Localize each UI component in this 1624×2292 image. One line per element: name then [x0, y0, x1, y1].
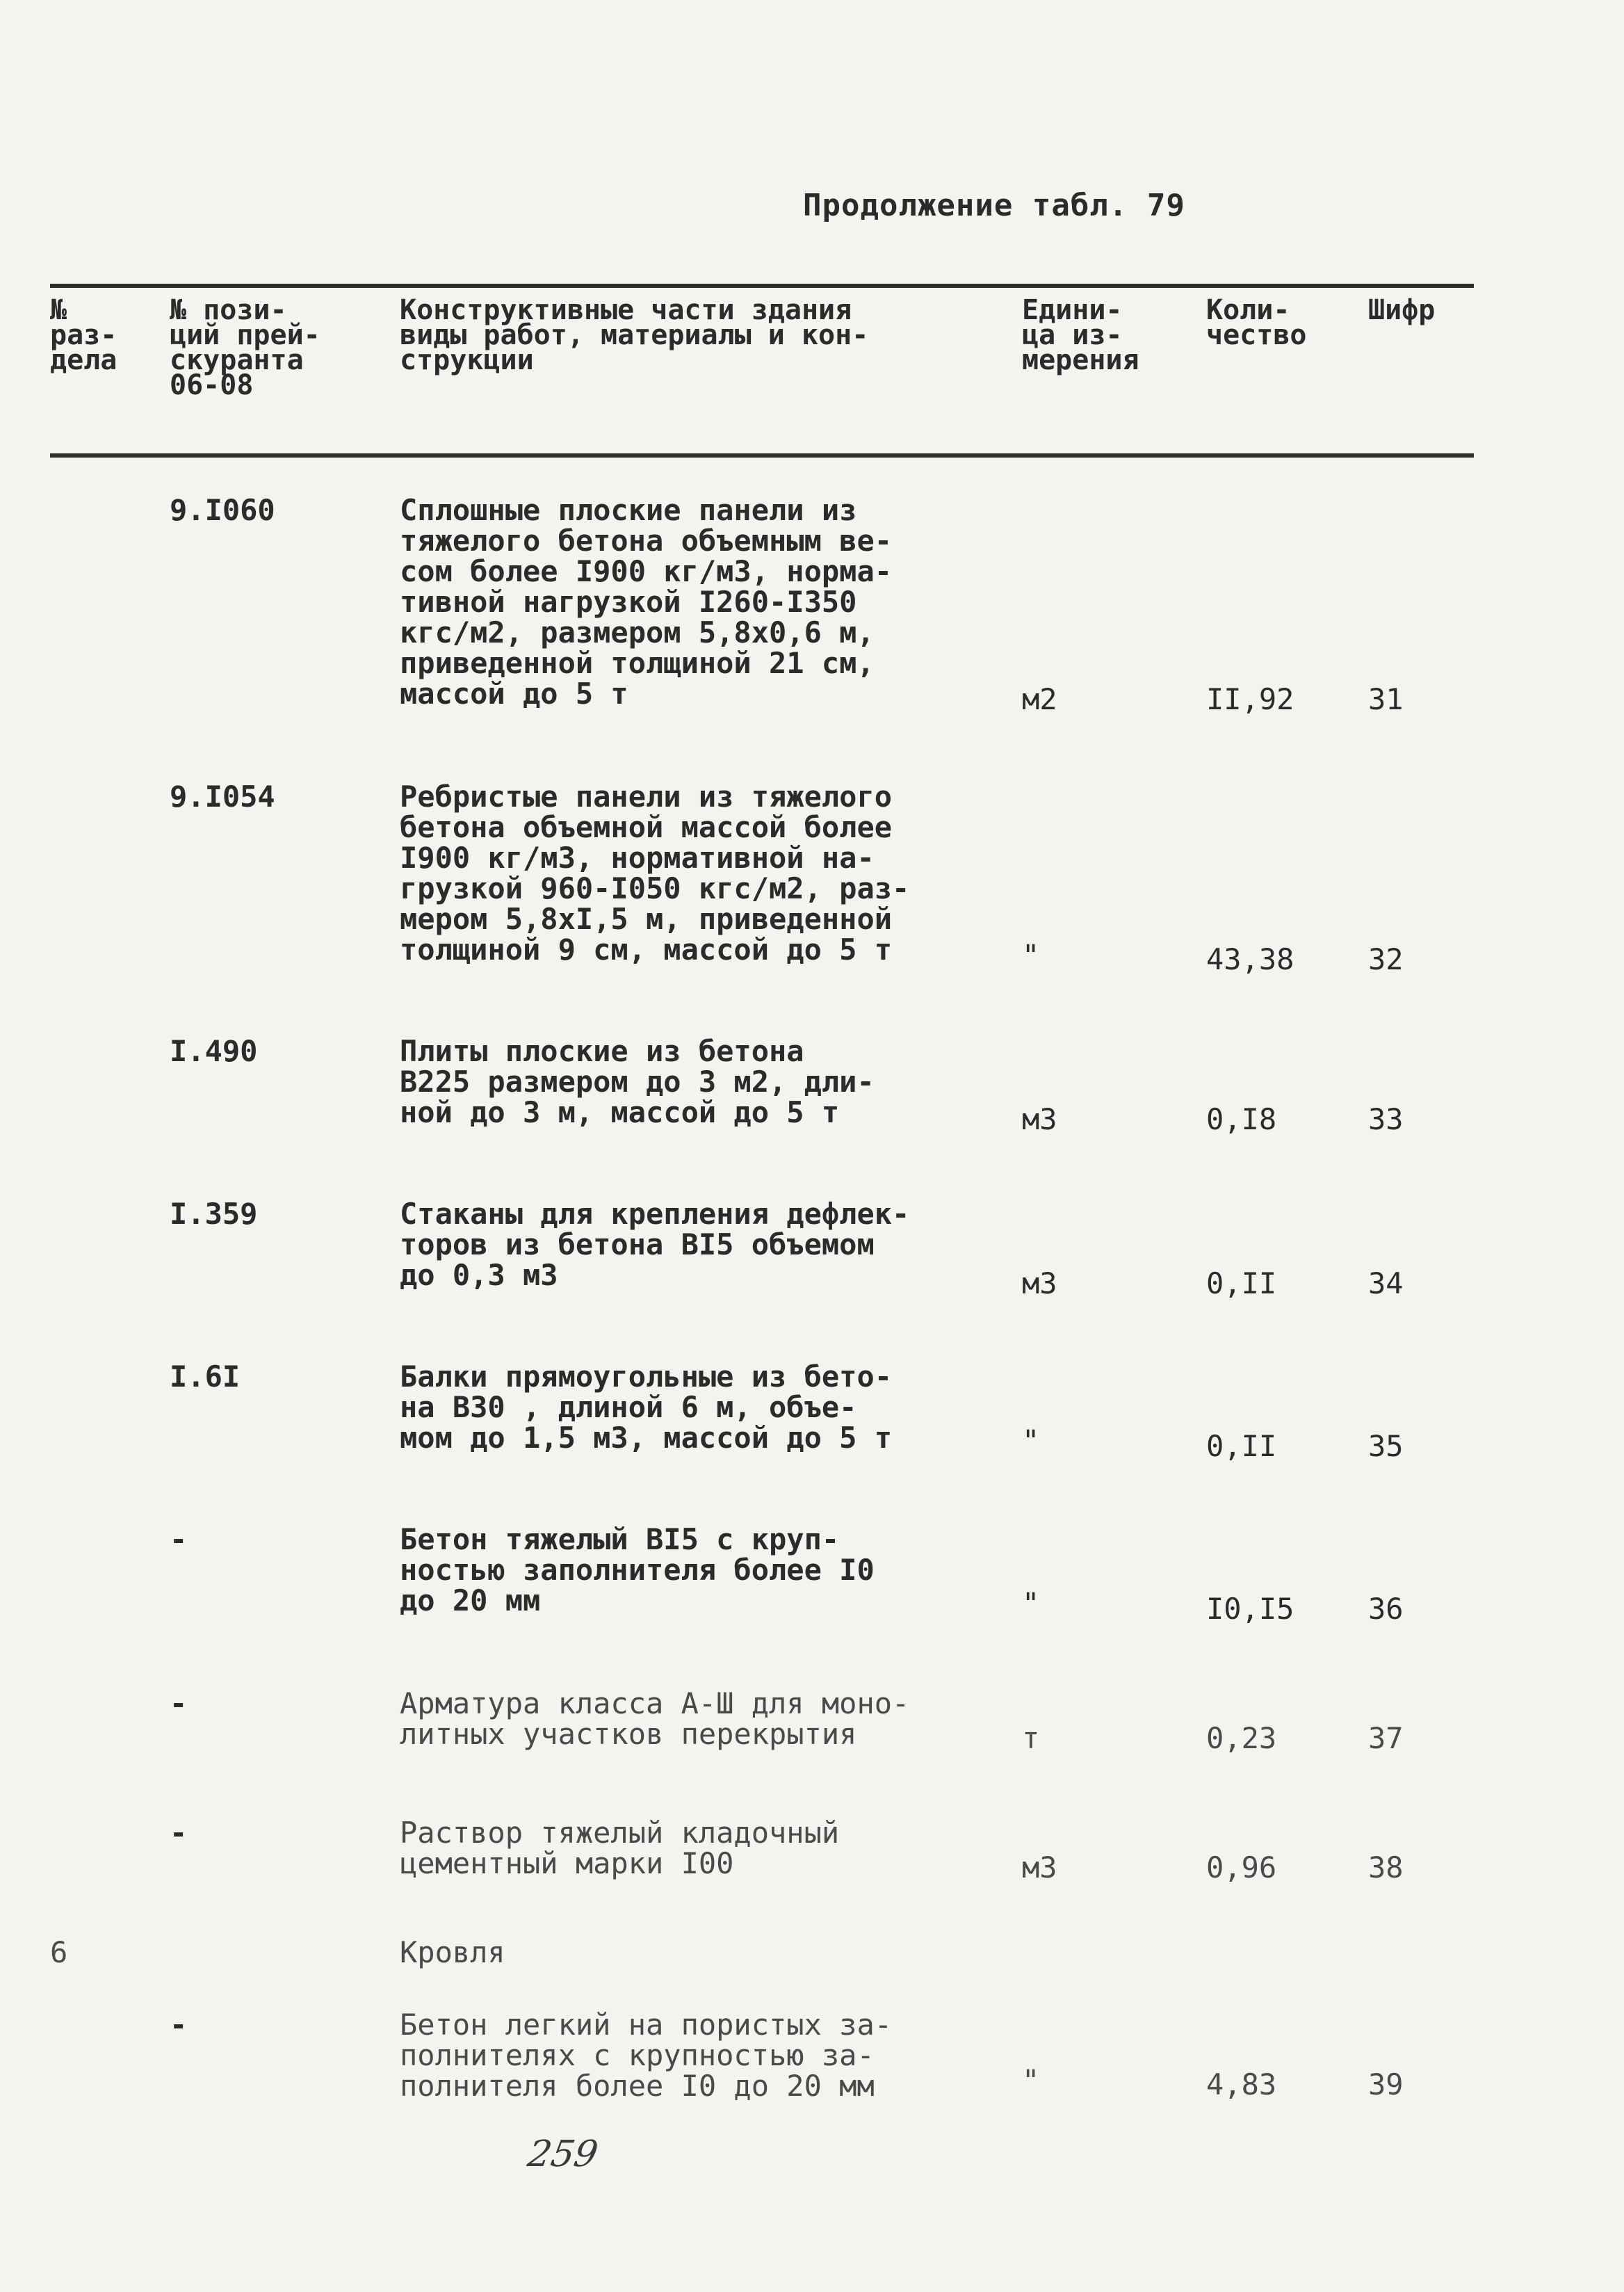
quantity-cell: 0,23	[1206, 1721, 1277, 1755]
position-cell: -	[170, 2008, 188, 2042]
quantity-cell: 0,II	[1206, 1429, 1277, 1463]
position-cell: -	[170, 1816, 188, 1850]
column-header-unit: Едини- ца из- мерения	[1022, 294, 1139, 376]
column-header-division: № раз- дела	[50, 294, 117, 376]
unit-cell: м3	[1022, 1850, 1057, 1885]
unit-cell: "	[1022, 2063, 1040, 2097]
code-cell: 32	[1368, 942, 1404, 976]
position-cell: 9.I054	[170, 780, 275, 814]
position-cell: I.490	[170, 1034, 258, 1068]
code-cell: 31	[1368, 682, 1404, 716]
column-header-name: Конструктивные части здания виды работ, материалы и кон- струкции	[400, 294, 869, 376]
quantity-cell: 0,II	[1206, 1266, 1277, 1300]
unit-cell: м2	[1022, 682, 1057, 716]
table-heading: Продолжение табл. 79	[803, 188, 1185, 223]
code-cell: 35	[1368, 1429, 1404, 1463]
name-cell: Бетон легкий на пористых за- полнителях с крупностью за- полнителя более I0 до 20 мм	[400, 2008, 893, 2103]
name-cell: Бетон тяжелый BI5 с круп- ностью заполнителя более I0 до 20 мм	[400, 1522, 875, 1617]
position-cell: -	[170, 1522, 188, 1556]
unit-cell: м3	[1022, 1102, 1057, 1136]
section-row	[0, 1935, 1624, 1969]
unit-cell: "	[1022, 1586, 1040, 1620]
name-cell: Раствор тяжелый кладочный цементный марки I00	[400, 1816, 840, 1880]
position-cell: -	[170, 1686, 188, 1720]
unit-cell: "	[1022, 938, 1040, 972]
position-cell: I.359	[170, 1197, 258, 1231]
code-cell: 36	[1368, 1592, 1404, 1626]
unit-cell: т	[1022, 1721, 1040, 1755]
unit-cell: "	[1022, 1423, 1040, 1458]
unit-cell: м3	[1022, 1266, 1057, 1300]
code-cell: 33	[1368, 1102, 1404, 1136]
quantity-cell: 0,96	[1206, 1850, 1277, 1885]
quantity-cell: 43,38	[1206, 942, 1294, 976]
name-cell: Стаканы для крепления дефлек- торов из бетона BI5 объемом до 0,3 м3	[400, 1197, 910, 1292]
column-header-code: Шифр	[1368, 294, 1436, 326]
column-header-position: № пози- ций прей- скуранта 06-08	[170, 294, 320, 401]
code-cell: 37	[1368, 1721, 1404, 1755]
column-header-quantity: Коли- чество	[1206, 294, 1307, 351]
position-cell: 9.I060	[170, 493, 275, 527]
quantity-cell: 0,I8	[1206, 1102, 1277, 1136]
table-row	[0, 1522, 1624, 1626]
header-top-rule	[50, 284, 1474, 288]
table-row	[0, 493, 1624, 716]
quantity-cell: II,92	[1206, 682, 1294, 716]
position-cell: I.6I	[170, 1359, 241, 1394]
name-cell: Балки прямоугольные из бето- на B30 , длиной 6 м, объе- мом до 1,5 м3, массой до 5 т	[400, 1359, 893, 1455]
section-title: Кровля	[400, 1935, 505, 1969]
quantity-cell: I0,I5	[1206, 1592, 1294, 1626]
handwritten-page-number: 259	[524, 2133, 601, 2175]
name-cell: Арматура класса А-Ш для моно- литных участков перекрытия	[400, 1686, 910, 1751]
name-cell: Ребристые панели из тяжелого бетона объемной массой более I900 кг/м3, нормативной на- грузкой 960-I050 кгс/м2, раз- мером 5,8хI,5 м, приведенной толщиной 9 см, массой до 5 т	[400, 780, 910, 967]
quantity-cell: 4,83	[1206, 2067, 1277, 2101]
header-bottom-rule	[50, 453, 1474, 458]
name-cell: Сплошные плоские панели из тяжелого бетона объемным ве- сом более I900 кг/м3, норма- тивной нагрузкой I260-I350 кгс/м2, размером 5,8х0,6 м, приведенной толщиной 21 см, массой до 5 т	[400, 493, 893, 711]
table-row	[0, 1034, 1624, 1136]
code-cell: 34	[1368, 1266, 1404, 1300]
code-cell: 39	[1368, 2067, 1404, 2101]
name-cell: Плиты плоские из бетона B225 размером до 3 м2, дли- ной до 3 м, массой до 5 т	[400, 1034, 875, 1129]
code-cell: 38	[1368, 1850, 1404, 1885]
division-cell: 6	[50, 1935, 68, 1969]
table-row	[0, 1686, 1624, 1755]
table-row	[0, 1197, 1624, 1300]
